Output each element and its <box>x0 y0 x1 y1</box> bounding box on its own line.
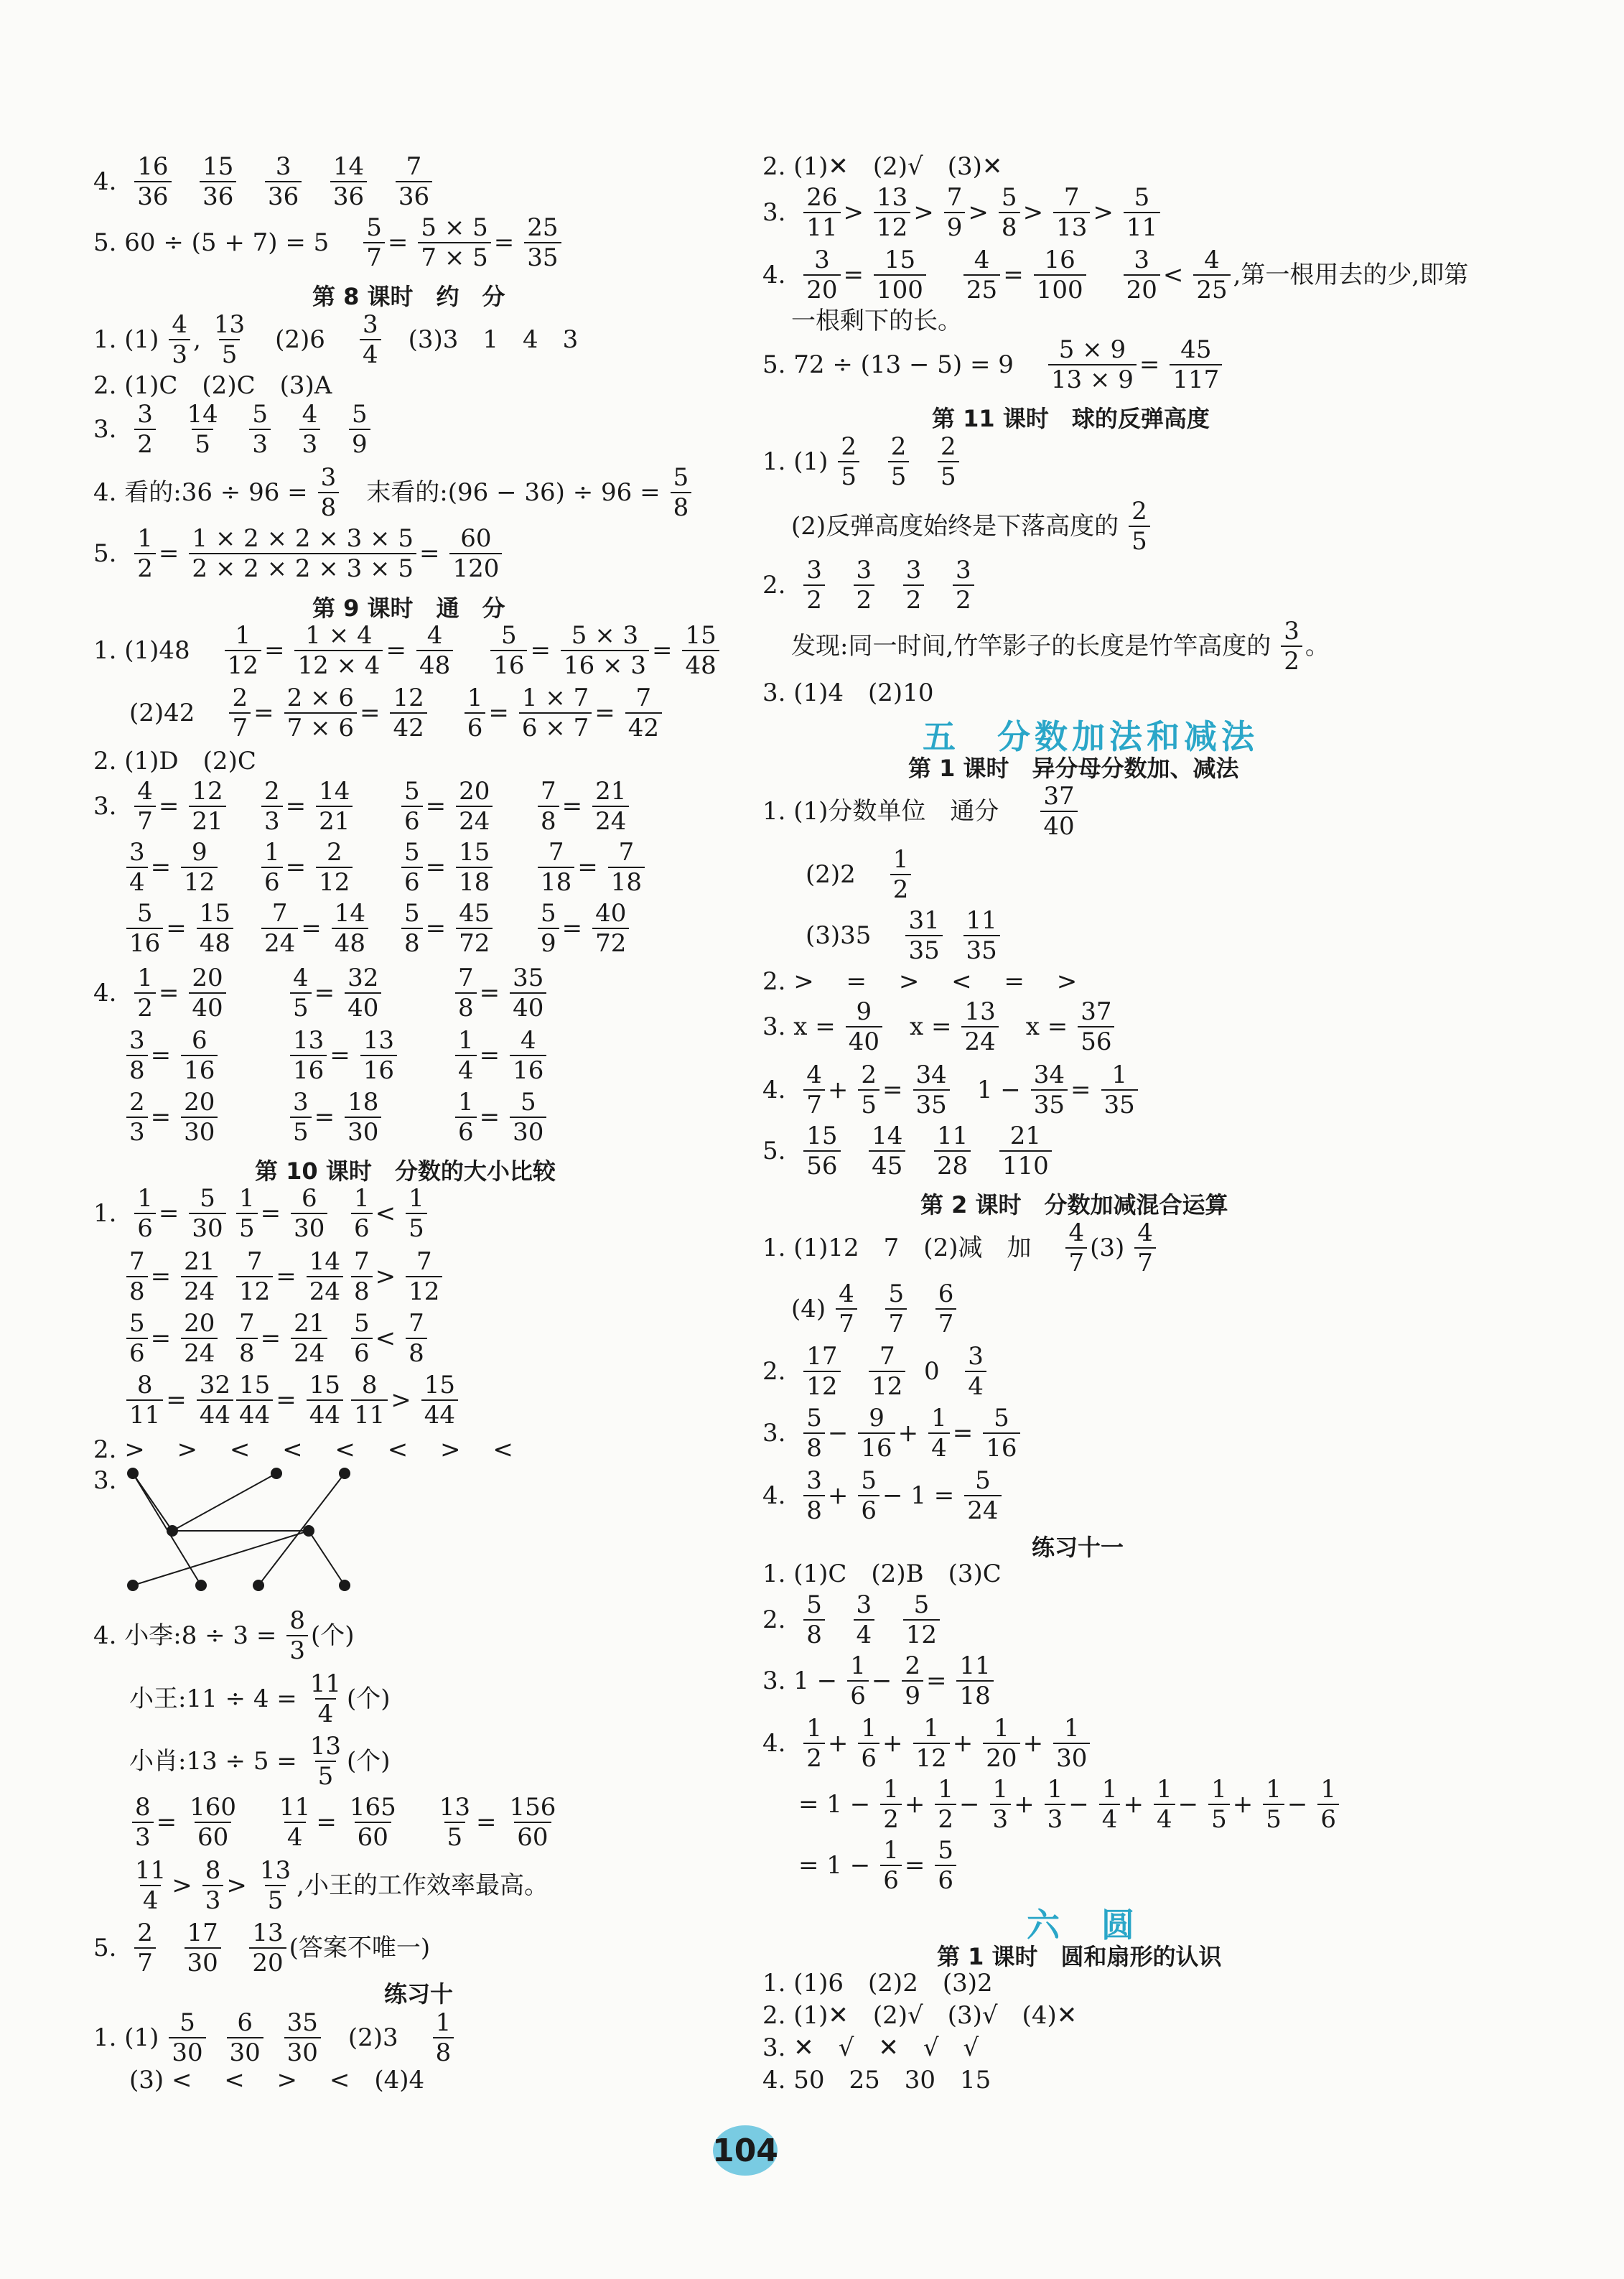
q4-xiaoli: 4. 小李:8 ÷ 3 = <box>93 1621 277 1650</box>
q4-xiaoxiao: 小肖:13 ÷ 5 = <box>129 1747 297 1776</box>
q4-unit-3: (个) <box>347 1747 391 1776</box>
r11-finding-end: 。 <box>1305 632 1330 661</box>
r51-1: 1. (1)分数单位 通分 <box>762 797 999 826</box>
heading-ch5-lesson-1: 第 1 课时 异分母分数加、减法 <box>908 755 1239 782</box>
heading-lesson-9: 第 9 课时 通 分 <box>312 595 505 622</box>
q4-xiaowang: 小王:11 ÷ 4 = <box>129 1684 297 1713</box>
heading-ch5-lesson-2: 第 2 课时 分数加减混合运算 <box>920 1191 1228 1218</box>
answer-page: 4. 16 36 15 36 3 36 14 36 7 36 5. 60 ÷ (5 + 7) = 5 $\frac{5}{7}$ = $\frac{5 \times 5}{7 \times 5}$ = $\frac{25}{35}$ 第 8 课时 约 分 1. (1) 4 3 , 13 5 (2)6 3 4 (3)3 1 4 3 2. (1)C (2)C (3)A 3. 3 2 14 5 5 3 4 3 5 9 4. 看的:36 ÷ 96 = $\frac{3}{8}$ 末看的:(96 − 36) ÷ 96 = $\frac{5}{8}$ 5. $\frac{1}{2}$ = $\frac{1 \times 2 \times 2 \times 3 \times 5}{2 \times 2 \times 2 \times 3 \times 5}$ = $\frac{60}{120}$ 第 9 课时 通 分 1. (1)48 $\frac{1}{12}$ = $\frac{1 \times 4}{12 \times 4}$ = $\frac{4}{48}$ $\frac{5}{16}$ = $\frac{5 \times 3}{16 \times 3}$ = $\frac{15}{48}$ (2)42 $\frac{2}{7}$ = $\frac{2 \times 6}{7 \times 6}$ = $\frac{12}{42}$ $\frac{1}{6}$ = $\frac{1 \times 7}{6 \times 7}$ = $\frac{7}{42}$ 2. (1)D (2)C 3. $\frac{4}{7}$ = $\frac{12}{21}$ $\frac{2}{3}$ = $\frac{14}{21}$ $\frac{5}{6}$ = $\frac{20}{24}$ $\frac{7}{8}$ = $\frac{21}{24}$ $\frac{3}{4}$ = $\frac{9}{12}$ $\frac{1}{6}$ = $\frac{2}{12}$ $\frac{5}{6}$ = $\frac{15}{18}$ $\frac{7}{18}$ = $\frac{7}{18}$ $\frac{5}{16}$ = $\frac{15}{48}$ $\frac{7}{24}$ = $\frac{14}{48}$ $\frac{5}{8}$ = $\frac{45}{72}$ $\frac{5}{9}$ = $\frac{40}{72}$ 4. $\frac{1}{2}$ = $\frac{20}{40}$ $\frac{4}{5}$ = $\frac{32}{40}$ $\frac{7}{8}$ = $\frac{35}{40}$ $\frac{3}{8}$ = $\frac{6}{16}$ $\frac{13}{16}$ = $\frac{13}{16}$ $\frac{1}{4}$ = $\frac{4}{16}$ $\frac{2}{3}$ = $\frac{20}{30}$ $\frac{3}{5}$ = $\frac{18}{30}$ $\frac{1}{6}$ = $\frac{5}{30}$ 第 10 课时 分数的大小比较 1. $\frac{1}{6}$ = $\frac{5}{30}$ $\frac{1}{5}$ = $\frac{6}{30}$ 1 6 < 1 5 $\frac{7}{8}$ = $\frac{21}{24}$ $\frac{7}{12}$ = $\frac{14}{24}$ 7 8 > 7 12 $\frac{5}{6}$ = $\frac{20}{24}$ $\frac{7}{8}$ = $\frac{21}{24}$ 5 6 < 7 8 $\frac{8}{11}$ = $\frac{32}{44}$ $\frac{15}{44}$ = $\frac{15}{44}$ 8 11 > 15 44 2. > > < < < < > < 3. 4. 小李:8 ÷ 3 = $\frac{8}{3}$ (个) 小王:11 ÷ 4 = $\frac{11}{4}$ (个) 小肖:13 ÷ 5 = $\frac{13}{5}$ (个) $\frac{8}{3}$ = $\frac{160}{60}$ $\frac{11}{4}$ = $\frac{165}{60}$ $\frac{13}{5}$ = $\frac{156}{60}$ 11 4 > 8 3 > 13 5 ,小王的工作效率最高。 5. 2 7 17 30 13 20 (答案不唯一) 练习十 1. (1) 5 30 6 30 35 30 (2)3 1 8 (3) < < > < (4)4 2. (1)✕ (2)√ (3)✕ 3. 26 11 > 13 12 > 7 9 > 5 8 > 7 13 > 5 11 4. $\frac{3}{20}$ = $\frac{15}{100}$ $\frac{4}{25}$ = $\frac{16}{100}$ 3 20 < 4 25 ,第一根用去的少,即第 一根剩下的长。 5. 72 ÷ (13 − 5) = 9 $\frac{5 \times 9}{13 \times 9}$ = $\frac{45}{117}$ 第 11 课时 球的反弹高度 1. (1) 2 5 2 5 2 5 (2)反弹高度始终是下落高度的 2 5 2. 3 2 3 2 3 2 3 2 发现:同一时间,竹竿影子的长度是竹竿高度的 3 2 。 3. (1)4 (2)10 五 分数加法和减法 第 1 课时 异分母分数加、减法 1. (1)分数单位 通分 37 40 (2)2 1 2 (3)35 31 35 11 35 2. > = > < = > 3. x = $\frac{9}{40}$ x = $\frac{13}{24}$ x = $\frac{37}{56}$ 4. 4 7 + $\frac{2}{5}$ = $\frac{34}{35}$ 1 − $\frac{34}{35}$ = $\frac{1}{35}$ 5. 15 56 14 45 11 28 21 110 第 2 课时 分数加减混合运算 1. (1)12 7 (2)减 加 4 7 (3) 4 7 (4) 4 7 5 7 6 7 2. 17 12 7 12 0 3 4 3. 5 8 − $\frac{9}{16}$ + $\frac{1}{4}$ = $\frac{5}{16}$ 4. 3 8 + $\frac{5}{6}$ − 1 = $\frac{5}{24}$ 练习十一 1. (1)C (2)B (3)C 2. 5 8 3 4 5 12 3. 1 − $\frac{1}{6}$ − $\frac{2}{9}$ = $\frac{11}{18}$ 4. 1 2 + $\frac{1}{6}$ + $\frac{1}{12}$ + $\frac{1}{20}$ + $\frac{1}{30}$ = 1 − $\frac{1}{2}$ + $\frac{1}{2}$ − $\frac{1}{3}$ + $\frac{1}{3}$ − $\frac{1}{4}$ + $\frac{1}{4}$ − $\frac{1}{5}$ + $\frac{1}{5}$ − $\frac{1}{6}$ = 1 − $\frac{1}{6}$ = $\frac{5}{6}$ 六 圆 第 1 课时 圆和扇形的认识 1. (1)6 (2)2 (3)2 2. (1)✕ (2)√ (3)√ (4)✕ 3. ✕ √ ✕ √ √ 4. 50 25 30 15 104 <box>0 0 1624 2279</box>
chapter-5-title: 五 分数加法和减法 <box>923 717 1259 756</box>
r11-2-text: (2)反弹高度始终是下落高度的 <box>791 512 1119 541</box>
heading-exercise-11: 练习十一 <box>1032 1534 1124 1561</box>
q4-unit-2: (个) <box>347 1684 391 1713</box>
matching-diagram <box>115 1458 373 1594</box>
q5-note: (答案不唯一) <box>289 1934 431 1962</box>
q3-label: 3. <box>93 1466 117 1495</box>
page-number: 104 <box>713 2125 778 2176</box>
q4-unit-1: (个) <box>311 1621 355 1650</box>
heading-exercise-10: 练习十 <box>384 1980 454 2008</box>
r-q4-note: ,第一根用去的少,即第 <box>1233 261 1469 289</box>
r11-finding: 发现:同一时间,竹竿影子的长度是竹竿高度的 <box>791 632 1271 661</box>
heading-lesson-8: 第 8 课时 约 分 <box>312 283 505 310</box>
heading-lesson-10: 第 10 课时 分数的大小比较 <box>255 1157 556 1185</box>
r-q4-note2: 一根剩下的长。 <box>791 307 962 335</box>
q4-conclusion: ,小王的工作效率最高。 <box>297 1871 549 1900</box>
heading-ch6-lesson-1: 第 1 课时 圆和扇形的认识 <box>937 1943 1222 1970</box>
chapter-6-title: 六 圆 <box>1027 1906 1139 1944</box>
heading-lesson-11: 第 11 课时 球的反弹高度 <box>932 405 1210 432</box>
